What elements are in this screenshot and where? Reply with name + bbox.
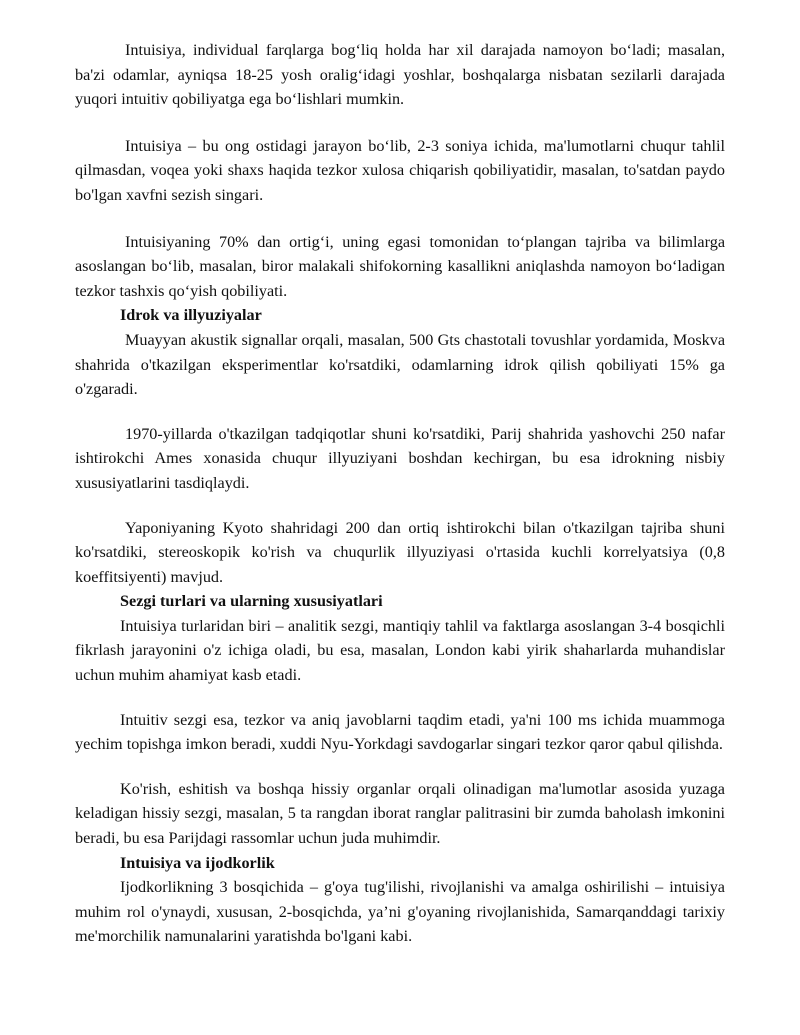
section-heading-creativity: Intuisiya va ijodkorlik (120, 853, 275, 872)
paragraph-intuition-definition: Intuisiya – bu ong ostidagi jarayon bo‘lib, 2-3 soniya ichida, ma'lumotlarni chuqur tahlil qilmasdan, voqea yoki shaxs haqida tezkor xulosa chiqarish qobiliyatidir, masalan, to'satdan paydo bo'lgan xavfni sezish singari. (75, 136, 725, 204)
section-heading-sense-types: Sezgi turlari va ularning xususiyatlari (120, 592, 383, 611)
paragraph-intuition-experience: Intuisiyaning 70% dan ortig‘i, uning egasi tomonidan to‘plangan tajriba va bilimlarga asoslangan bo‘lib, masalan, biror malakali shifokorning kasallikni aniqlashda namoyon bo‘ladigan tezkor tashxis qo‘yish qobiliyati. (75, 232, 725, 300)
paragraph-intuition-individual: Intuisiya, individual farqlarga bog‘liq holda har xil darajada namoyon bo‘ladi; masalan, ba'zi odamlar, ayniqsa 18-25 yosh oralig‘idagi yoshlar, boshqalarga nisbatan sezilarli darajada yuqori intuitiv qobiliyatga ega bo‘lishlari mumkin. (75, 41, 725, 109)
paragraph-analytic-sense: Intuisiya turlaridan biri – analitik sezgi, mantiqiy tahlil va faktlarga asoslangan 3-4 bosqichli fikrlash jarayonini o'z ichiga oladi, bu esa, masalan, London kabi yirik shaharlarda muhandislar uchun muhim ahamiyat kasb etadi. (75, 616, 725, 685)
paragraph-kyoto-experiment: Yaponiyaning Kyoto shahridagi 200 dan ortiq ishtirokchi bilan o'tkazilgan tajriba shuni ko'rsatdiki, stereoskopik ko'rish va chuqurlik illyuziyasi o'rtasida kuchli korrelyatsiya (0,8 koeffitsiyenti) mavjud. (75, 518, 725, 586)
section-heading-perception: Idrok va illyuziyalar (120, 306, 262, 325)
document-page (75, 38, 725, 949)
paragraph-acoustic-signals: Muayyan akustik signallar orqali, masalan, 500 Gts chastotali tovushlar yordamida, Moskva shahrida o'tkazilgan eksperimentlar ko'rsatdiki, odamlarning idrok qilish qobiliyati 15% ga o'zgaradi. (75, 330, 725, 399)
paragraph-creativity-stages: Ijodkorlikning 3 bosqichida – g'oya tug'ilishi, rivojlanishi va amalga oshirilishi – intuisiya muhim rol o'ynaydi, xususan, 2-bosqichda, ya’ni g'oyaning rivojlanishida, Samarqanddagi tarixiy me'morchilik namunalarini yaratishda bo'lgani kabi. (75, 878, 725, 946)
paragraph-intuitive-sense: Intuitiv sezgi esa, tezkor va aniq javoblarni taqdim etadi, ya'ni 100 ms ichida muammoga yechim topishga imkon beradi, xuddi Nyu-Yorkdagi savdogarlar singari tezkor qaror qabul qilishda. (75, 710, 725, 754)
paragraph-ames-room: 1970-yillarda o'tkazilgan tadqiqotlar shuni ko'rsatdiki, Parij shahrida yashovchi 250 nafar ishtirokchi Ames xonasida chuqur illyuziyani boshdan kechirgan, bu esa idrokning nisbiy xususiyatlarini tasdiqlaydi. (75, 424, 725, 492)
paragraph-sensory-sense: Ko'rish, eshitish va boshqa hissiy organlar orqali olinadigan ma'lumotlar asosida yuzaga keladigan hissiy sezgi, masalan, 5 ta rangdan iborat ranglar palitrasini bir zumda baholash imkonini beradi, bu esa Parijdagi rassomlar uchun juda muhimdir. (75, 779, 725, 848)
